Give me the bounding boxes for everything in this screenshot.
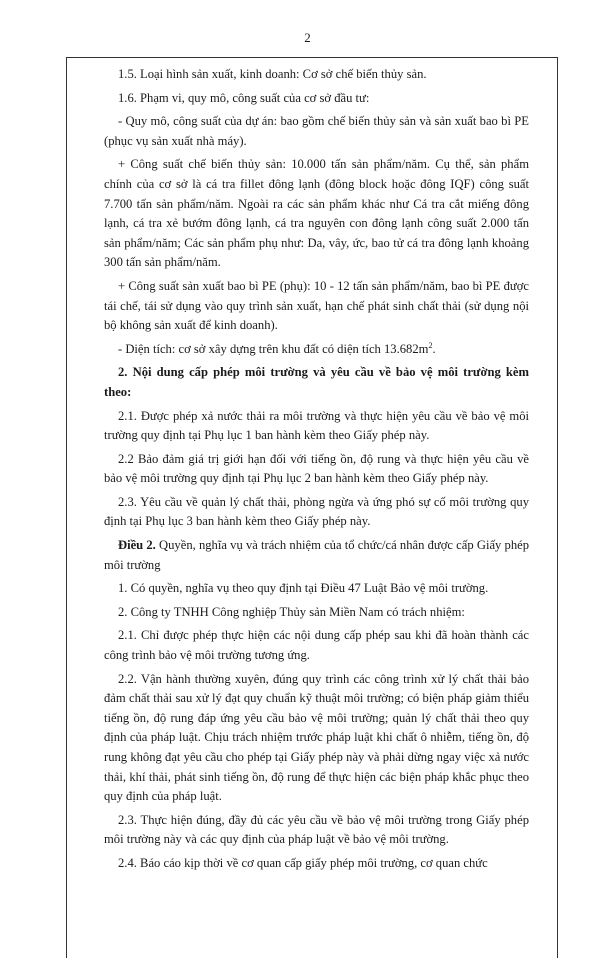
section-2-item-1: 2.1. Được phép xả nước thải ra môi trường và thực hiện yêu cầu về bảo vệ môi trường quy định tại Phụ lục 1 ban hành kèm theo Giấy phép này.	[104, 408, 529, 443]
article-2-item-2-4: 2.4. Báo cáo kịp thời về cơ quan cấp giấy phép môi trường, cơ quan chức	[118, 855, 488, 870]
article-2-title: Quyền, nghĩa vụ và trách nhiệm của tổ chức/cá nhân được cấp Giấy phép môi trường	[104, 538, 530, 572]
article-2-item-1: 1. Có quyền, nghĩa vụ theo quy định tại Điều 47 Luật Bảo vệ môi trường.	[118, 581, 489, 596]
page-number: 2	[304, 30, 311, 45]
area-superscript: 2	[428, 340, 433, 350]
article-2-item-2-2: 2.2. Vận hành thường xuyên, đúng quy trình các công trình xử lý chất thải bảo đảm chất thải sau xử lý đạt quy chuẩn kỹ thuật môi trường; có biện pháp giảm thiểu tiếng ồn, độ rung đáp ứng yêu cầu bảo vệ môi trường; quản lý chất thải theo quy định của pháp luật. Chịu trách nhiệm trước pháp luật khi chất ô nhiễm, tiếng ồn, độ rung không đạt yêu cầu cho phép tại Giấy phép này và phải dừng ngay việc xả nước thải, khí thải, phát sinh tiếng ồn, độ rung để thực hiện các biện pháp khắc phục theo quy định của pháp luật.	[104, 671, 529, 804]
area-end: .	[432, 341, 436, 356]
section-2-item-3: 2.3. Yêu cầu về quản lý chất thải, phòng ngừa và ứng phó sự cố môi trường quy định tại Phụ lục 3 ban hành kèm theo Giấy phép này.	[104, 494, 529, 529]
article-2-item-2-3: 2.3. Thực hiện đúng, đầy đủ các yêu cầu về bảo vệ môi trường trong Giấy phép môi trường này và các quy định của pháp luật về bảo vệ môi trường.	[104, 812, 529, 847]
document-body	[104, 65, 529, 878]
article-2-item-2-1: 2.1. Chỉ được phép thực hiện các nội dung cấp phép sau khi đã hoàn thành các công trình bảo vệ môi trường tương ứng.	[104, 628, 529, 663]
paragraph-scale: - Quy mô, công suất của dự án: bao gồm chế biến thủy sản và sản xuất bao bì PE (phục vụ sản xuất nhà máy).	[104, 114, 529, 148]
paragraph-1-5: 1.5. Loại hình sản xuất, kinh doanh: Cơ sở chế biến thủy sản.	[118, 67, 427, 81]
paragraph-pe-capacity: + Công suất sản xuất bao bì PE (phụ): 10 - 12 tấn sản phẩm/năm, bao bì PE được tái chế, tái sử dụng vào quy trình sản xuất, hạn chế phát sinh chất thải (sử dụng nội bộ không sản xuất để kinh doanh).	[104, 278, 529, 333]
paragraph-1-6: 1.6. Phạm vi, quy mô, công suất của cơ sở đầu tư:	[118, 90, 370, 105]
article-2-label: Điều 2.	[118, 538, 156, 553]
article-2-heading	[104, 536, 529, 575]
section-2-heading: 2. Nội dung cấp phép môi trường và yêu cầu về bảo vệ môi trường kèm theo:	[104, 365, 529, 399]
area-text: - Diện tích: cơ sở xây dựng trên khu đất có diện tích 13.682m	[118, 341, 429, 356]
paragraph-area	[104, 340, 529, 360]
section-2-item-2: 2.2 Bảo đảm giá trị giới hạn đối với tiếng ồn, độ rung và thực hiện yêu cầu về bảo vệ môi trường quy định tại Phụ lục 2 ban hành kèm theo Giấy phép này.	[104, 451, 529, 486]
paragraph-seafood-capacity: + Công suất chế biến thủy sản: 10.000 tấn sản phẩm/năm. Cụ thể, sản phẩm chính của cơ sở là cá tra fillet đông lạnh (đông block hoặc đông IQF) công suất 7.700 tấn sản phẩm/năm. Ngoài ra các sản phẩm khác như Cá tra cắt miếng đông lạnh, cá tra xẻ bướm đông lạnh, cá tra nguyên con đông lạnh công suất 2.000 tấn sản phẩm/năm; Các sản phẩm phụ như: Da, vây, ức, bao tử cá tra đông lạnh khoảng 300 tấn sản phẩm/năm.	[104, 157, 529, 270]
article-2-item-2: 2. Công ty TNHH Công nghiệp Thủy sản Miền Nam có trách nhiệm:	[118, 604, 465, 619]
